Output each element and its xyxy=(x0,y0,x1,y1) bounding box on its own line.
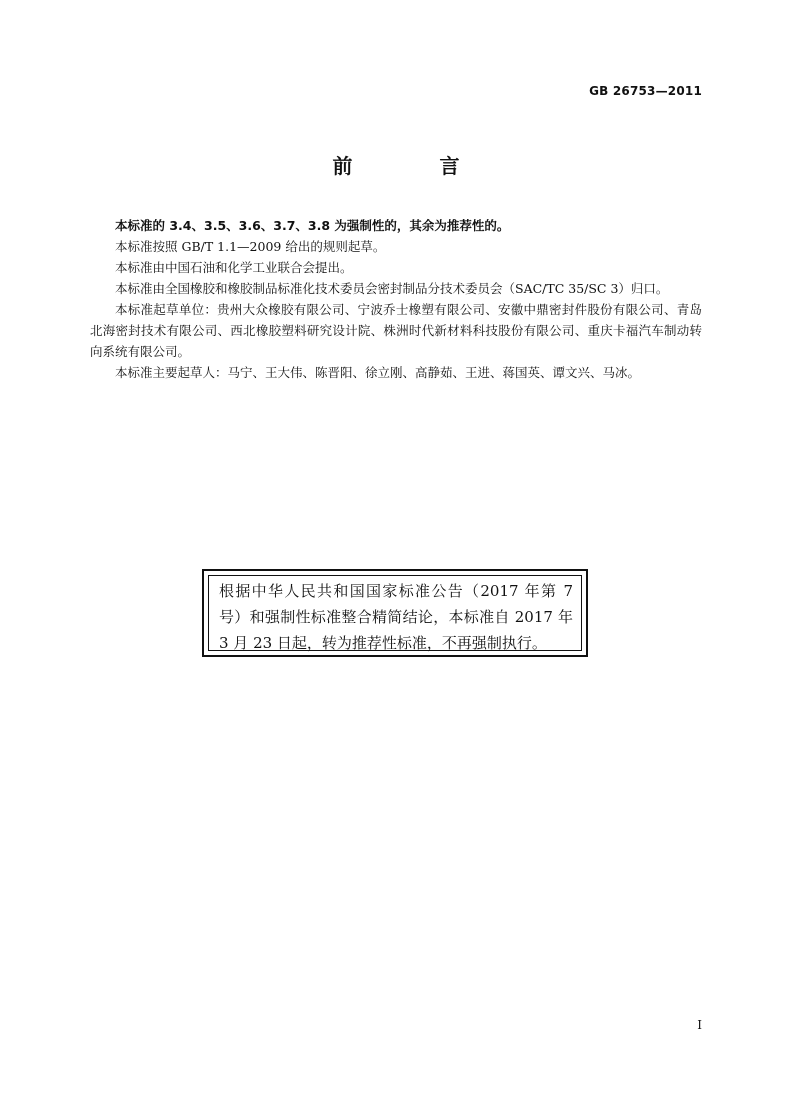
page-number: I xyxy=(697,1018,702,1032)
notice-box xyxy=(202,569,588,657)
foreword-body xyxy=(90,215,702,383)
paragraph-drafters: 本标准主要起草人：马宁、王大伟、陈晋阳、徐立刚、高静茹、王进、蒋国英、谭文兴、马冰。 xyxy=(115,365,641,380)
standard-code: GB 26753—2011 xyxy=(589,84,702,98)
notice-text: 根据中华人民共和国国家标准公告（2017 年第 7 号）和强制性标准整合精简结论，本标准自 2017 年 3 月 23 日起，转为推荐性标准，不再强制执行。 xyxy=(208,575,582,651)
paragraph-drafting-rules: 本标准按照 GB/T 1.1—2009 给出的规则起草。 xyxy=(115,239,386,254)
paragraph-committee: 本标准由全国橡胶和橡胶制品标准化技术委员会密封制品分技术委员会（SAC/TC 35/SC 3）归口。 xyxy=(115,281,669,296)
paragraph-drafting-units: 本标准起草单位：贵州大众橡胶有限公司、宁波乔士橡塑有限公司、安徽中鼎密封件股份有限公司、青岛北海密封技术有限公司、西北橡胶塑料研究设计院、株洲时代新材料科技股份有限公司、重庆卡福汽车制动转向系统有限公司。 xyxy=(90,302,702,359)
paragraph-mandatory-clauses: 本标准的 3.4、3.5、3.6、3.7、3.8 为强制性的，其余为推荐性的。 xyxy=(115,218,510,233)
paragraph-proposer: 本标准由中国石油和化学工业联合会提出。 xyxy=(115,260,353,275)
page-title: 前 言 xyxy=(332,154,500,178)
